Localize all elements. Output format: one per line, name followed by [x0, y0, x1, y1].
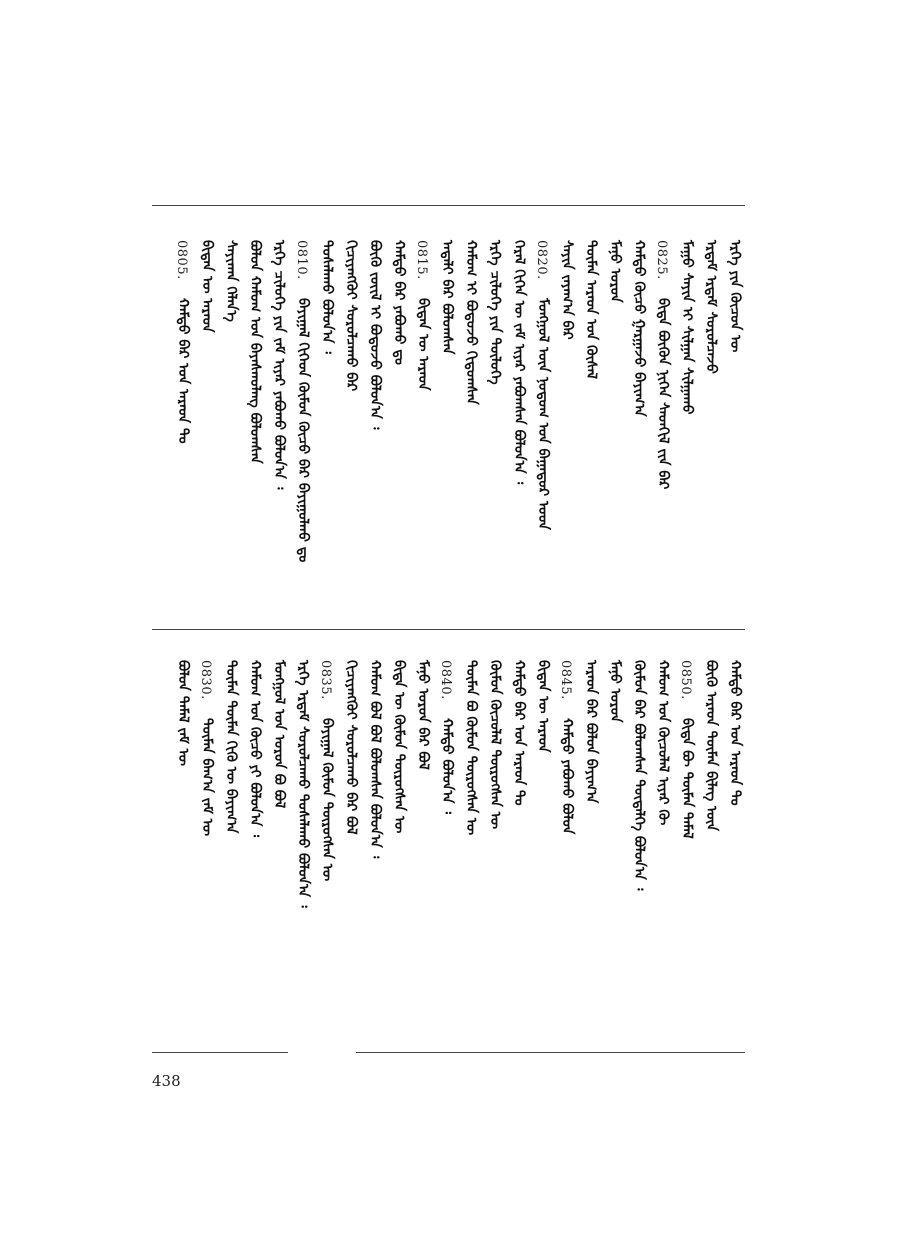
verse-text: ᠲᠦᠮᠡᠨ ᠠᠷᠠᠳ ᠤᠨ ᠬᠦᠰᠡᠯ: [583, 240, 599, 379]
verse-text: ᠬᠠᠮᠲᠤ ᠪᠣᠯᠤᠨ᠎ᠠ ᠄: [439, 718, 455, 814]
rule-gap: [288, 1050, 356, 1055]
verse-text: ᠲᠦᠮᠡᠨ ᠪᠠᠭ᠎ᠠ ᠵᠠᠮ ᠦ: [199, 718, 215, 836]
page-number: 438: [152, 1072, 181, 1090]
verse-line: [269, 240, 289, 610]
line-number: 0810.: [294, 240, 309, 280]
verse-text: ᠭᠡᠷᠡᠯ ᠭᠢᠭᠡᠨ ᠦ ᠵᠠᠮ ᠢᠶᠠᠷ ᠶᠠᠪᠤᠭᠰᠠᠨ ᠪᠣᠯᠤᠨ᠎ᠠ ᠄: [511, 240, 527, 485]
verse-text: ᠡᠷᠬᠡ ᠴᠢᠯᠦᠭᠡ ᠶᠢᠨ ᠲᠥᠯᠥᠭᠡ: [487, 240, 503, 385]
verse-text: ᠬᠦᠮᠦᠨ ᠬᠦᠴᠦᠯᠡᠯ ᠲᠦᠷᠦᠭᠰᠡᠨ ᠦ: [487, 660, 503, 829]
verse-text: ᠬᠠᠮᠳᠤ ᠬᠦᠴᠦ ᠭᠠᠷᠭᠠᠵᠤ ᠪᠠᠶᠢᠭ᠎ᠠ: [631, 240, 647, 417]
verse-line: [629, 240, 649, 610]
verse-line: [509, 240, 529, 610]
verse-text: ᠲᠦᠮᠡᠨ ᠪᠣ ᠬᠦᠮᠦᠨ ᠲᠦᠷᠦᠭᠰᠡᠨ ᠦ: [463, 660, 479, 836]
verse-line: [221, 660, 241, 890]
verse-text: ᠬᠠᠮᠤᠭ ᠤᠨ ᠬᠦᠴᠦᠯᠡᠯ ᠢᠶᠡᠷ ᠬᠦ: [655, 660, 671, 826]
verse-line: [701, 660, 721, 890]
line-number: 0845.: [558, 660, 573, 700]
verse-line: [293, 240, 313, 610]
line-number: 0835.: [318, 660, 333, 700]
verse-text: ᠮᠣᠩᠭᠣᠯ ᠤᠨ ᠣᠷᠣᠨ ᠪᠣ ᠪᠣᠯ: [271, 660, 287, 809]
line-number: 0850.: [678, 660, 693, 700]
line-number: 0830.: [198, 660, 213, 700]
verse-text: ᠪᠠᠶᠢᠭᠠᠯ ᠬᠢᠭᠡᠳ ᠬᠦᠮᠦᠨ ᠬᠦᠴᠦ ᠪᠡᠷ ᠪᠠᠶᠢᠭᠤᠯᠬᠤ ᠳᠤ: [295, 298, 311, 563]
verse-text: ᠬᠠᠮᠲᠤ ᠪᠠᠷ ᠤᠨ ᠠᠷᠠᠳ ᠲᠤ: [511, 660, 527, 806]
verse-text: ᠮᠠᠭᠤ ᠰᠠᠶᠢᠨ ᠢ ᠰᠢᠯᠭᠠᠨ ᠰᠢᠯᠭᠠᠬᠤ: [679, 240, 695, 415]
verse-text: ᠮᠠᠨᠤ ᠣᠷᠣᠨ: [607, 240, 623, 303]
verse-text: ᠪᠠᠶᠢᠭᠠᠯ ᠬᠦᠮᠦᠨ ᠲᠦᠷᠦᠭᠰᠡᠨ ᠦ: [319, 718, 335, 882]
verse-text: ᠬᠠᠮᠲᠤ ᠪᠠᠷ ᠶᠠᠪᠤᠬᠤ ᠳᠤ: [391, 240, 407, 365]
verse-line: [725, 660, 745, 890]
verse-text: ᠬᠢᠴᠢᠶᠡᠩᠭᠦᠢ ᠰᠤᠷᠤᠯᠴᠠᠬᠤ ᠪᠠᠷ: [343, 240, 359, 392]
verse-line: [197, 660, 217, 890]
verse-line: [341, 660, 361, 890]
verse-text: ᠰᠠᠶᠢᠨ ᠵᠠᠶᠠᠭ᠎ᠠ ᠪᠠᠷ: [559, 240, 575, 340]
verse-text: ᠠᠳᠠᠯᠢ ᠪᠠᠷ ᠪᠣᠯᠤᠭᠰᠠᠨ: [439, 240, 455, 355]
lower-verse-block: [150, 660, 745, 908]
verse-text: ᠬᠦᠮᠦᠨ ᠪᠡᠷ ᠪᠣᠯᠤᠭᠰᠠᠨ ᠲᠦᠳᠡᠯᠭᠡ ᠪᠣᠯᠤᠨ᠎ᠠ ᠄: [631, 660, 647, 891]
verse-text: ᠬᠠᠮᠤᠭ ᠢ ᠪᠣᠳᠣᠵᠤ ᠬᠢᠳᠤᠭᠰᠠᠨ: [463, 240, 479, 405]
verse-line: [677, 240, 697, 610]
verse-text: ᠬᠠᠮᠤᠭ ᠪᠣᠯ ᠪᠣᠯ ᠪᠣᠯᠤᠭᠰᠠᠨ ᠪᠣᠯᠤᠨ᠎ᠠ ᠄: [367, 660, 383, 859]
verse-line: [581, 660, 601, 890]
verse-line: [581, 240, 601, 610]
verse-text: ᠰᠠᠶᠢᠬᠠᠨ ᠬᠡᠯᠡᠨ᠎ᠡ: [223, 240, 239, 322]
verse-text: ᠪᠢᠳᠡᠨ ᠦ ᠠᠷᠠᠳ: [535, 660, 551, 753]
verse-line: [341, 240, 361, 610]
verse-text: ᠮᠠᠨᠤ ᠣᠷᠣᠨ: [607, 660, 623, 723]
verse-line: [653, 660, 673, 890]
verse-text: ᠬᠠᠮᠲᠤ ᠶᠠᠪᠤᠬᠤ ᠪᠣᠯᠤᠨ: [559, 718, 575, 835]
verse-line: [533, 660, 553, 890]
verse-line: [485, 240, 505, 610]
verse-line: [605, 240, 625, 610]
verse-line: [701, 240, 721, 610]
verse-line: [317, 240, 337, 610]
verse-text: ᠡᠷᠬᠡ ᠴᠢᠯᠦᠭᠡ ᠶᠢᠨ ᠵᠠᠮ ᠢᠶᠠᠷ ᠶᠠᠪᠤᠬᠤ ᠪᠣᠯᠤᠨ᠎ᠠ ᠄: [271, 240, 287, 490]
verse-text: ᠪᠢᠳᠡ ᠦ ᠬᠦᠮᠦᠨ ᠲᠦᠷᠦᠭᠰᠡᠨ ᠦ: [391, 660, 407, 834]
middle-rule: [152, 629, 745, 630]
line-number: 0815.: [414, 240, 429, 280]
verse-text: ᠲᠤᠰᠠᠯᠠᠬᠤ ᠪᠣᠯᠤᠨ᠎ᠠ ᠄: [319, 240, 335, 354]
verse-text: ᠠᠷᠠᠳ ᠪᠠᠷ ᠪᠣᠯᠤᠨ ᠪᠠᠶᠢᠭ᠎ᠠ: [583, 660, 599, 804]
verse-text: ᠬᠠᠮᠲᠤ ᠪᠠᠷ ᠤᠨ ᠠᠷᠠᠳ ᠲᠤ: [727, 660, 743, 806]
verse-line: [221, 240, 241, 610]
verse-line: [317, 660, 337, 890]
verse-line: [533, 240, 553, 610]
verse-line: [557, 660, 577, 890]
verse-text: ᠬᠢᠴᠢᠶᠡᠩᠭᠦᠢ ᠰᠤᠷᠤᠯᠴᠠᠬᠤ ᠪᠠᠷ ᠪᠣᠯ: [343, 660, 359, 835]
upper-verse-block: [150, 240, 745, 610]
verse-line: [173, 660, 193, 890]
verse-line: [485, 660, 505, 890]
verse-line: [725, 240, 745, 610]
verse-text: ᠡᠷᠬᠡ ᠶᠢᠨ ᠬᠦᠴᠦᠨ ᠦ: [727, 240, 743, 353]
verse-line: [197, 240, 217, 610]
top-rule: [152, 205, 745, 206]
verse-line: [293, 660, 313, 908]
verse-line: [389, 240, 409, 610]
verse-line: [437, 240, 457, 610]
verse-text: ᠪᠣᠯᠤᠨ ᠲᠡᠮᠡᠯ ᠵᠠᠮ ᠦ: [175, 660, 191, 766]
verse-line: [269, 660, 289, 890]
verse-text: ᠡᠷᠳᠡᠮ ᠡᠷᠳᠡᠮ ᠰᠤᠷᠤᠯᠴᠠᠵᠤ: [703, 240, 719, 374]
verse-line: [629, 660, 649, 890]
verse-line: [677, 660, 697, 890]
verse-text: ᠪᠢᠳᠡ ᠪᠦ ᠲᠦᠮᠡᠨ ᠲᠡᠮᠡᠯ: [679, 718, 695, 839]
verse-text: ᠪᠢᠳᠡᠨ ᠦ ᠠᠷᠠᠳ: [199, 240, 215, 333]
verse-line: [413, 240, 433, 610]
verse-text: ᠬᠠᠮᠤᠭ ᠤᠨ ᠬᠦᠴᠦ ᠶᠢ ᠪᠣᠯᠤᠨ᠎ᠠ ᠄: [247, 660, 263, 837]
verse-text: ᠪᠦᠬᠦ ᠵᠦᠢᠯ ᠢ ᠪᠣᠳᠣᠵᠤ ᠪᠣᠯᠤᠨ᠎ᠠ ᠄: [367, 240, 383, 430]
verse-text: ᠬᠠᠮᠲᠤ ᠪᠠᠷ ᠤᠨ ᠠᠷᠠᠳ ᠲᠤ: [175, 298, 191, 444]
line-number: 0805.: [174, 240, 189, 280]
verse-line: [245, 240, 265, 610]
verse-text: ᠪᠣᠯᠤᠨ ᠬᠠᠮᠤᠭ ᠤᠨ ᠪᠠᠶᠠᠰᠬᠤᠯᠠᠩ ᠪᠣᠯᠤᠭᠰᠠᠨ: [247, 240, 263, 464]
verse-line: [461, 240, 481, 610]
verse-text: ᠪᠢᠳᠡᠨ ᠦ ᠠᠷᠠᠳ: [415, 298, 431, 391]
verse-text: ᠲᠦᠮᠡᠨ ᠲᠦᠮᠡᠨ ᠬᠢᠬᠦ ᠦ ᠪᠠᠶᠢᠭ᠎ᠠ: [223, 660, 239, 834]
verse-line: [365, 240, 385, 610]
verse-line: [461, 660, 481, 890]
bottom-rule: [152, 1052, 745, 1053]
verse-line: [365, 660, 385, 890]
line-number: 0820.: [534, 240, 549, 280]
verse-line: [557, 240, 577, 610]
verse-text: ᠮᠠᠨᠤ ᠣᠷᠣᠨ ᠪᠠᠷ ᠪᠣᠯ: [415, 660, 431, 770]
line-number: 0825.: [654, 240, 669, 280]
verse-line: [437, 660, 457, 890]
line-number: 0840.: [438, 660, 453, 700]
verse-line: [413, 660, 433, 890]
verse-line: [509, 660, 529, 890]
verse-text: ᠡᠷᠬᠡ ᠡᠷᠳᠡᠮ ᠰᠤᠷᠤᠯᠴᠠᠬᠤ ᠲᠤᠰᠠᠯᠠᠬᠤ ᠪᠣᠯᠤᠨ᠎ᠠ ᠄: [295, 660, 311, 908]
verse-line: [653, 240, 673, 610]
verse-text: ᠪᠢᠳᠡ ᠪᠦᠬᠦᠨ ᠨᠢᠭᠡᠨ ᠰᠡᠳᠬᠢᠯ ᠵᠢᠨ ᠪᠠᠷ: [655, 298, 671, 490]
verse-line: [605, 660, 625, 890]
verse-text: ᠪᠦᠬᠦ ᠠᠷᠠᠳ ᠲᠦᠮᠡᠨ ᠪᠢᠯᠡᠭ ᠦᠨ: [703, 660, 719, 832]
verse-line: [173, 240, 193, 610]
verse-line: [389, 660, 409, 890]
verse-line: [245, 660, 265, 890]
verse-text: ᠮᠣᠩᠭᠣᠯ ᠦᠨ ᠨᠤᠲᠤᠭ ᠤᠨ ᠪᠠᠭᠠᠲᠤᠷ ᠤᠳ: [535, 298, 551, 530]
